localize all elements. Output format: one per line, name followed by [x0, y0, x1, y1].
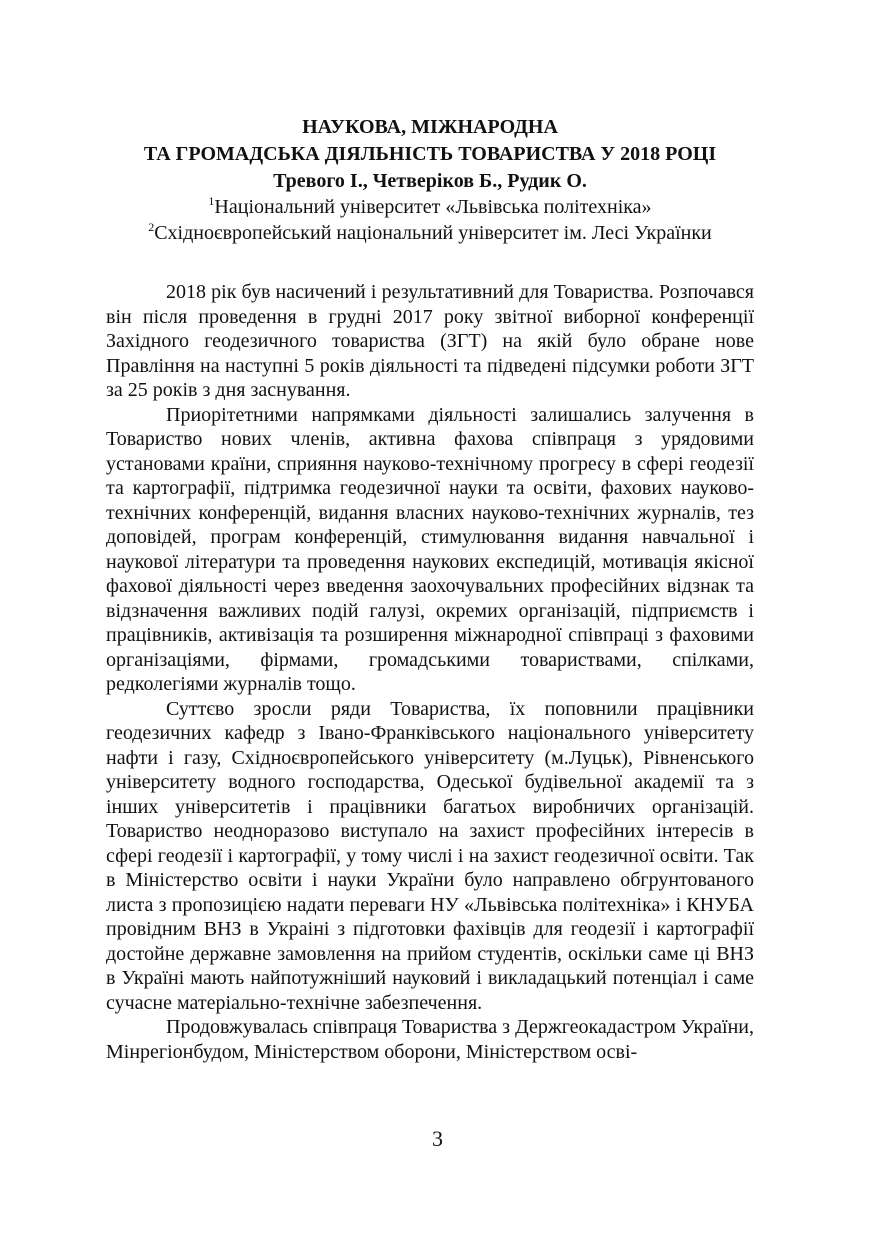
- page-number: 3: [432, 1126, 443, 1151]
- article-title-line-1: НАУКОВА, МІЖНАРОДНА: [302, 116, 558, 138]
- document-page: [106, 114, 754, 1064]
- affiliation-text-1: Національний університет «Львівська політехніка»: [214, 196, 652, 218]
- body-paragraph-1: 2018 рік був насичений і результативний для Товариства. Розпочався він після проведення в грудні 2017 року звітної виборної конференції Західного геодезичного товариства (ЗГТ) на якій було обране нове Правління на наступні 5 років діяльності та підведені підсумки роботи ЗГТ за 25 років з дня заснування.: [106, 281, 754, 401]
- article-body: [106, 280, 754, 1064]
- affiliation-1: [106, 194, 754, 220]
- article-authors: Тревого І., Четверіков Б., Рудик О.: [273, 170, 587, 192]
- affiliation-marker-2: 2: [148, 220, 155, 234]
- affiliation-marker-1: 1: [208, 194, 215, 208]
- body-paragraph-4: Продовжувалась співпраця Товариства з Держгеокадастром України, Мінрегіонбудом, Міністерством оборони, Міністерством осві-: [106, 1016, 754, 1063]
- body-paragraph-3: Суттєво зросли ряди Товариства, їх поповнили працівники геодезичних кафедр з Івано-Франківського національного університету нафти і газу, Східноєвропейського університету (м.Луцьк), Рівненського університету водного господарства, Одеської будівельної академії та з інших університетів і працівники багатьох виробничих організацій. Товариство неодноразово виступало на захист професійних інтересів в сфері геодезії і картографії, у тому числі і на захист геодезичної освіти. Так в Міністерство освіти і науки України було направлено обгрунтованого листа з пропозицією надати переваги НУ «Львівська політехніка» і КНУБА провідним ВНЗ в Украіні з підготовки фахівців для геодезії і картографії достойне державне замовлення на прийом студентів, оскільки саме ці ВНЗ в Україні мають найпотужніший науковий і викладацький потенціал і саме сучасне матеріально-технічне забезпечення.: [106, 697, 754, 1014]
- article-title-line-2: ТА ГРОМАДСЬКА ДІЯЛЬНІСТЬ ТОВАРИСТВА У 2018 РОЦІ: [143, 143, 717, 165]
- body-paragraph-2: Приорітетними напрямками діяльності залишались залучення в Товариство нових членів, активна фахова співпраця з урядовими установами країни, сприяння науково-технічному прогресу в сфері геодезії та картографії, підтримка геодезичної науки та освіти, фахових науково-технічних конференцій, видання власних науково-технічних журналів, тез доповідей, програм конференцій, стимулювання видання навчальної і наукової літератури та проведення наукових експедицій, мотивація якісної фахової діяльності через введення заохочувальних професійних відзнак та відзначення важливих подій галузі, окремих організацій, підприємств і працівників, активізація та розширення міжнародної співпраці з фаховими організаціями, фірмами, громадськими товариствами, спілками, редколегіями журналів тощо.: [106, 403, 754, 695]
- affiliation-text-2: Східноєвропейський національний університет ім. Лесі Українки: [154, 222, 712, 244]
- affiliation-2: [106, 220, 754, 246]
